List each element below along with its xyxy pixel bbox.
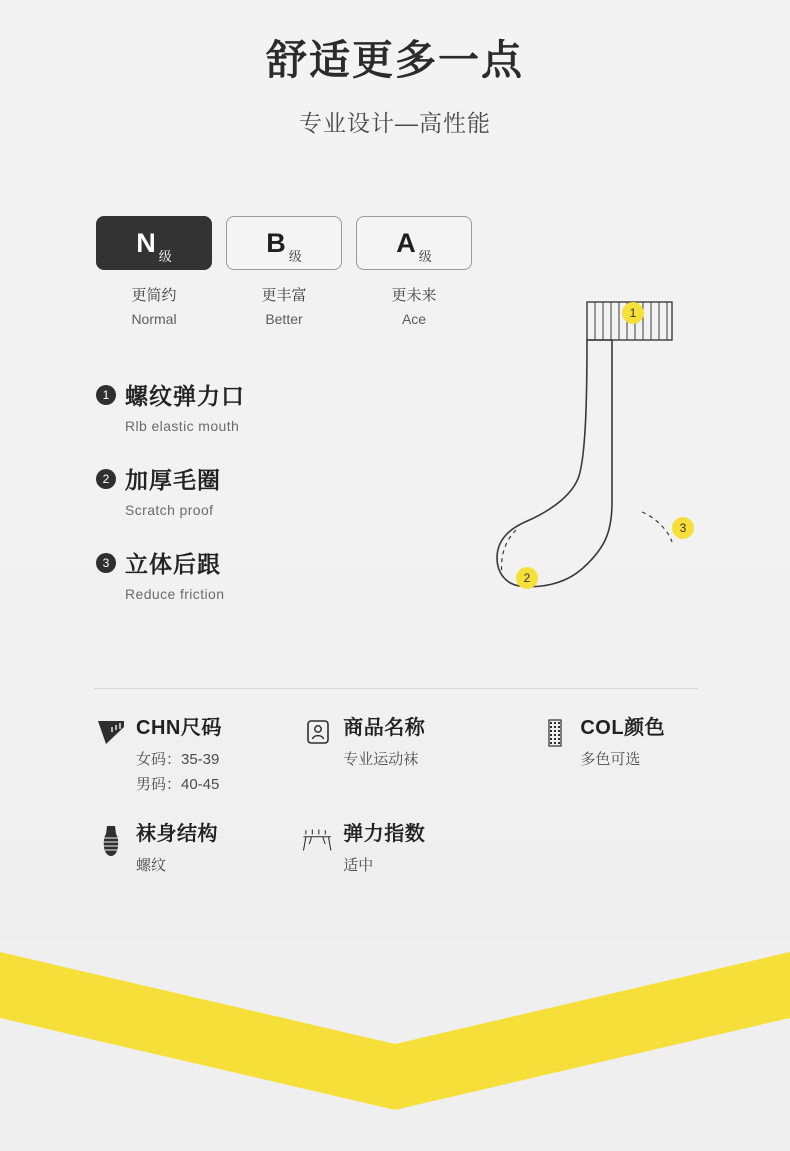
grade-letter: B: [266, 227, 286, 258]
spec-grid: [94, 716, 714, 878]
spec-value: 适中: [343, 857, 374, 874]
spec-product-name: [301, 716, 538, 796]
spec-structure: [94, 822, 301, 878]
grade-selector: [96, 216, 472, 327]
spec-title: 袜身结构: [136, 823, 218, 845]
bottom-chevron-graphic: [0, 940, 790, 1151]
grade-chip-b[interactable]: [226, 216, 342, 270]
feature-title-cn: 螺纹弹力口: [125, 383, 245, 409]
sock-marker-1: 1: [622, 302, 644, 324]
feature-title-cn: 立体后跟: [125, 551, 221, 577]
feature-item: [96, 546, 396, 602]
spec-value-2: 男码：40-45: [136, 775, 220, 793]
feature-list: [96, 378, 396, 630]
grade-label-cn: 更简约: [131, 287, 177, 304]
spec-value: 女码：35-39: [136, 751, 220, 768]
spec-value: 螺纹: [136, 857, 167, 874]
grade-suffix: 级: [288, 249, 302, 264]
spec-value: 专业运动袜: [343, 751, 419, 768]
feature-number-badge: 1: [96, 385, 116, 405]
sock-marker-3: 3: [672, 517, 694, 539]
feature-title-en: Rlb elastic mouth: [125, 418, 240, 434]
page-header: [0, 0, 790, 138]
page-subtitle: 专业设计—高性能: [299, 110, 491, 137]
spec-value: 多色可选: [580, 751, 641, 768]
grade-chip-a[interactable]: [356, 216, 472, 270]
grade-letter: A: [396, 227, 416, 258]
sock-structure-icon: [94, 822, 128, 864]
color-swatch-icon: [538, 716, 572, 758]
tag-person-icon: [301, 716, 335, 758]
grade-label-cn: 更未来: [391, 287, 437, 304]
feature-heading: [96, 378, 396, 411]
page-title: 舒适更多一点: [266, 37, 524, 83]
spec-color: [538, 716, 714, 796]
sock-marker-2: 2: [516, 567, 538, 589]
grade-suffix: 级: [418, 249, 432, 264]
feature-number-badge: 3: [96, 553, 116, 573]
spec-title: 弹力指数: [343, 823, 426, 845]
sock-illustration: [420, 280, 750, 670]
grade-label-cn: 更丰富: [261, 287, 307, 304]
grade-label-en: Ace: [401, 311, 427, 327]
feature-item: [96, 462, 396, 518]
spec-row-1: [94, 716, 714, 796]
sock-outline-svg: [420, 280, 750, 670]
feature-title-en: Reduce friction: [125, 586, 225, 602]
grade-label-en: Normal: [131, 311, 177, 327]
feature-heading: [96, 462, 396, 495]
feature-heading: [96, 546, 396, 579]
section-divider: [94, 688, 698, 689]
spec-row-2: [94, 822, 714, 878]
grade-letter: N: [136, 227, 156, 258]
feature-title-en: Scratch proof: [125, 502, 214, 518]
bottom-banner: [0, 940, 790, 1151]
grade-chip-n[interactable]: [96, 216, 212, 270]
grade-option-b[interactable]: [226, 216, 342, 327]
elastic-index-icon: [301, 822, 335, 864]
spec-title: 商品名称: [343, 717, 426, 739]
spec-size: [94, 716, 301, 796]
feature-item: [96, 378, 396, 434]
spec-title: COL颜色: [580, 717, 666, 739]
feature-title-cn: 加厚毛圈: [125, 467, 221, 493]
spec-title: CHN尺码: [136, 717, 222, 739]
grade-suffix: 级: [158, 249, 172, 264]
grade-option-n[interactable]: [96, 216, 212, 327]
feature-number-badge: 2: [96, 469, 116, 489]
spec-elasticity: [301, 822, 538, 878]
grade-label-en: Better: [265, 311, 303, 327]
ruler-icon: [94, 716, 128, 758]
